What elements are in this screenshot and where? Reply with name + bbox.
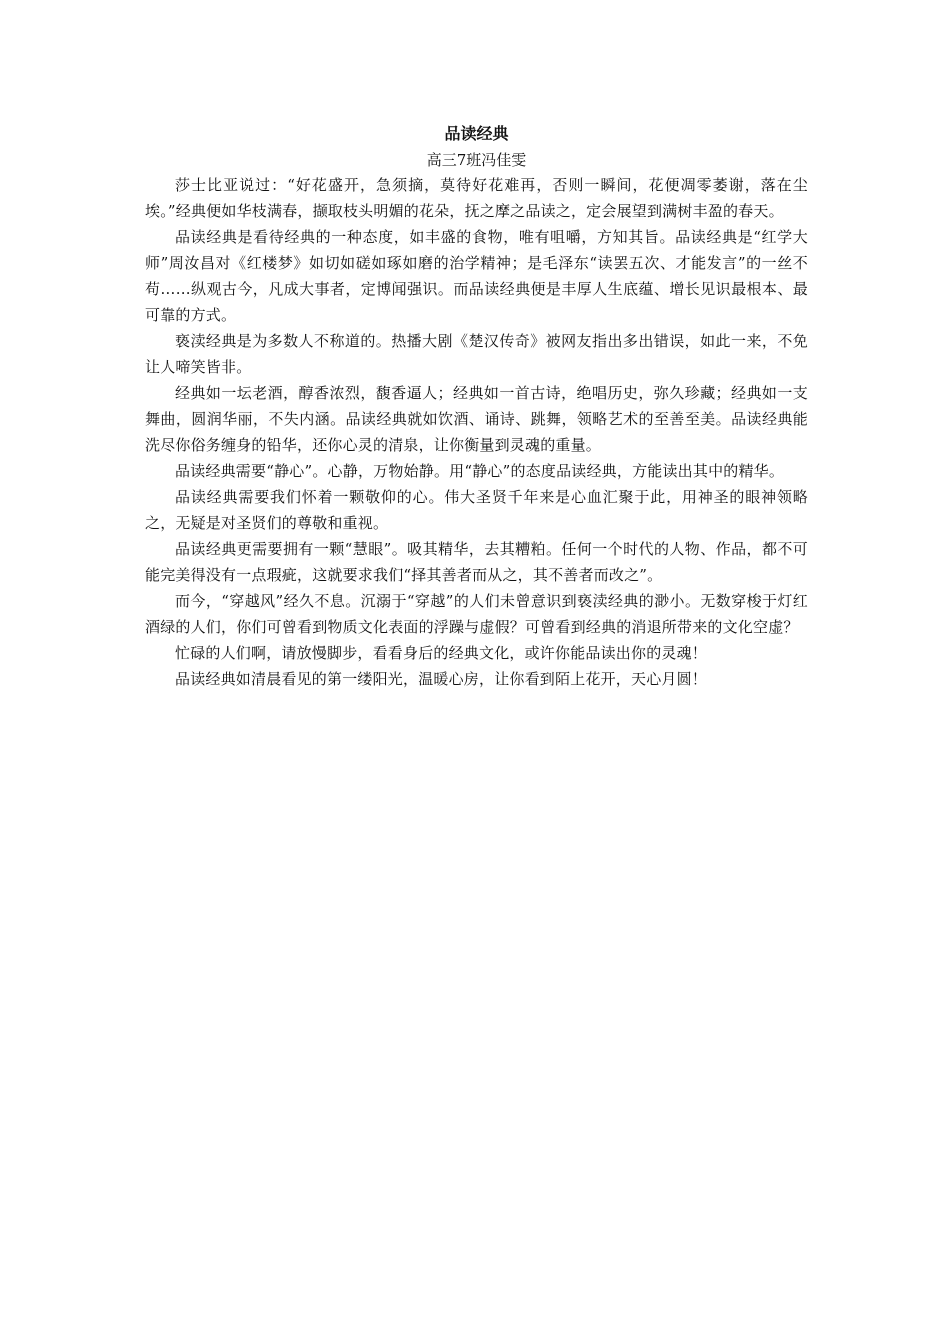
- paragraph-10: 品读经典如清晨看见的第一缕阳光，温暖心房，让你看到陌上花开，天心月圆！: [175, 670, 708, 688]
- paragraph-4: 经典如一坛老酒，醇香浓烈，馥香逼人；经典如一首古诗，绝唱历史，弥久珍藏；经典如一支舞曲，圆润华丽，不失内涵。品读经典就如饮酒、诵诗、跳舞，领略艺术的至善至美。品读经典能洗尽你俗务缠身的铅华，还你心灵的清泉，让你衡量到灵魂的重量。: [145, 384, 808, 454]
- author-line: 高三7班冯佳雯: [426, 151, 527, 169]
- document-body: [145, 120, 808, 692]
- paragraph-2: 品读经典是看待经典的一种态度，如丰盛的食物，唯有咀嚼，方知其旨。品读经典是“红学大师”周汝昌对《红楼梦》如切如磋如琢如磨的治学精神；是毛泽东“读罢五次、才能发言”的一丝不苟……纵观古今，凡成大事者，定博闻强识。而品读经典便是丰厚人生底蕴、增长见识最根本、最可靠的方式。: [145, 228, 808, 324]
- paragraph-8: 而今，“穿越风”经久不息。沉溺于“穿越”的人们未曾意识到亵渎经典的渺小。无数穿梭于灯红酒绿的人们，你们可曾看到物质文化表面的浮躁与虚假？可曾看到经典的消退所带来的文化空虚？: [145, 592, 808, 636]
- paragraph-6: 品读经典需要我们怀着一颗敬仰的心。伟大圣贤千年来是心血汇聚于此，用神圣的眼神领略之，无疑是对圣贤们的尊敬和重视。: [145, 488, 808, 532]
- page-title: 品读经典: [444, 124, 509, 143]
- paragraph-7: 品读经典更需要拥有一颗“慧眼”。吸其精华，去其糟粕。任何一个时代的人物、作品，都不可能完美得没有一点瑕疵，这就要求我们“择其善者而从之，其不善者而改之”。: [145, 540, 808, 584]
- paragraph-3: 亵渎经典是为多数人不称道的。热播大剧《楚汉传奇》被网友指出多出错误，如此一来，不免让人啼笑皆非。: [145, 332, 808, 376]
- paragraph-5: 品读经典需要“静心”。心静，万物始静。用“静心”的态度品读经典，方能读出其中的精华。: [175, 462, 785, 480]
- paragraph-9: 忙碌的人们啊，请放慢脚步，看看身后的经典文化，或许你能品读出你的灵魂！: [175, 644, 708, 662]
- paragraph-1: 莎士比亚说过：“好花盛开，急须摘，莫待好花难再，否则一瞬间，花便凋零萎谢，落在尘埃。”经典便如华枝满春，撷取枝头明媚的花朵，抚之摩之品读之，定会展望到满树丰盈的春天。: [145, 176, 808, 220]
